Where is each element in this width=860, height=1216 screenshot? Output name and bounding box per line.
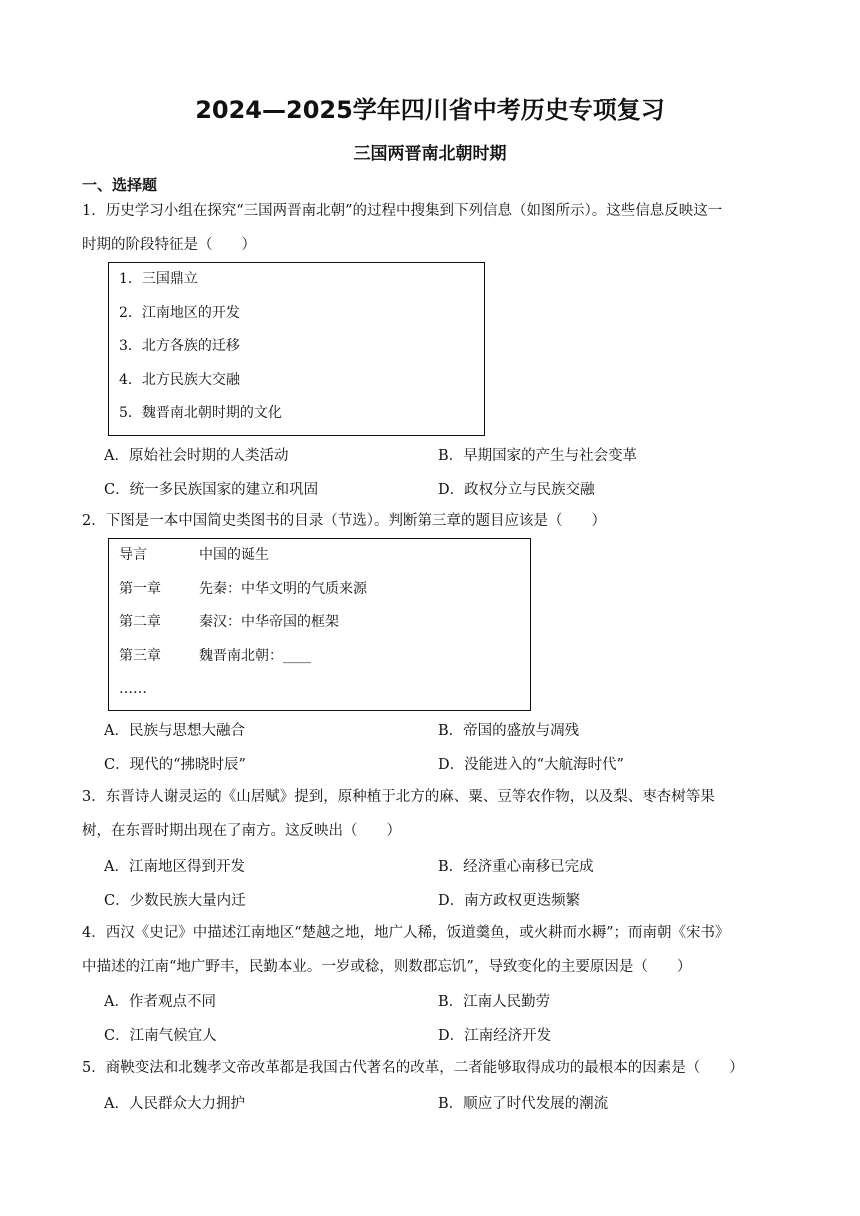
toc-row — [109, 640, 530, 674]
toc-chapter: 第一章 — [119, 580, 161, 597]
option-b[interactable]: B．经济重心南移已完成 — [438, 859, 594, 875]
option-c[interactable]: C．江南气候宜人 — [104, 1028, 217, 1044]
toc-title: 先秦：中华文明的气质来源 — [199, 580, 367, 597]
option-a[interactable]: A．江南地区得到开发 — [104, 859, 245, 875]
section-heading: 一、选择题 — [82, 176, 158, 194]
question-4-line-1: 4．西汉《史记》中描述江南地区“楚越之地，地广人稀，饭道羹鱼，或火耕而水耨”；而南朝《宋书》 — [82, 925, 730, 941]
option-b[interactable]: B．帝国的盛放与凋残 — [438, 723, 580, 739]
question-5-stem — [82, 1051, 782, 1085]
toc-row — [109, 606, 530, 640]
page-title: 2024—2025学年四川省中考历史专项复习 — [195, 96, 665, 124]
toc-chapter: 导言 — [119, 547, 147, 563]
info-item: 2．江南地区的开发 — [119, 304, 240, 321]
toc-title: 中国的诞生 — [199, 547, 269, 563]
question-2-toc-box — [108, 538, 531, 711]
toc-chapter: 第三章 — [119, 647, 161, 664]
option-d[interactable]: D．南方政权更迭频繁 — [438, 893, 581, 909]
option-b[interactable]: B．早期国家的产生与社会变革 — [438, 448, 638, 464]
toc-chapter: …… — [119, 681, 147, 698]
info-item: 4．北方民族大交融 — [119, 371, 240, 388]
option-a[interactable]: A．人民群众大力拥护 — [104, 1096, 245, 1112]
option-d[interactable]: D．江南经济开发 — [438, 1028, 552, 1044]
question-1-stem — [82, 194, 782, 262]
toc-row — [109, 539, 530, 573]
question-1-line-2: 时期的阶段特征是（ ） — [82, 237, 256, 253]
option-b[interactable]: B．江南人民勤劳 — [438, 994, 551, 1010]
toc-row — [109, 673, 530, 707]
info-item: 5．魏晋南北朝时期的文化 — [119, 405, 282, 422]
option-a[interactable]: A．民族与思想大融合 — [104, 723, 245, 739]
toc-chapter: 第二章 — [119, 614, 161, 631]
toc-title: 魏晋南北朝：____ — [199, 647, 311, 664]
question-2-stem — [82, 504, 782, 538]
option-a[interactable]: A．作者观点不同 — [104, 994, 216, 1010]
option-c[interactable]: C．少数民族大量内迁 — [104, 893, 246, 909]
info-item: 1．三国鼎立 — [119, 271, 198, 287]
toc-row — [109, 573, 530, 607]
question-4-stem — [82, 916, 782, 984]
question-5-line-1: 5．商鞅变法和北魏孝文帝改革都是我国古代著名的改革，二者能够取得成功的最根本的因素是（ ） — [82, 1060, 744, 1076]
question-3-stem — [82, 780, 782, 848]
question-1-line-1: 1．历史学习小组在探究“三国两晋南北朝”的过程中搜集到下列信息（如图所示）。这些信息反映这一 — [82, 203, 723, 219]
question-1-info-box — [108, 262, 485, 436]
page-subtitle: 三国两晋南北朝时期 — [353, 144, 507, 164]
option-c[interactable]: C．现代的“拂晓时辰” — [104, 757, 246, 773]
question-3-line-2: 树，在东晋时期出现在了南方。这反映出（ ） — [82, 823, 401, 839]
question-3-line-1: 3．东晋诗人谢灵运的《山居赋》提到，原种植于北方的麻、粟、豆等农作物，以及梨、枣杏树等果 — [82, 789, 715, 805]
question-4-line-2: 中描述的江南“地广野丰，民勤本业。一岁或稔，则数郡忘饥”，导致变化的主要原因是（ ） — [82, 959, 692, 975]
option-c[interactable]: C．统一多民族国家的建立和巩固 — [104, 482, 319, 498]
option-b[interactable]: B．顺应了时代发展的潮流 — [438, 1096, 609, 1112]
toc-title: 秦汉：中华帝国的框架 — [199, 614, 339, 631]
question-2-line-1: 2．下图是一本中国简史类图书的目录（节选）。判断第三章的题目应该是（ ） — [82, 513, 606, 529]
info-item: 3．北方各族的迁移 — [119, 338, 240, 355]
option-d[interactable]: D．政权分立与民族交融 — [438, 482, 595, 498]
option-d[interactable]: D．没能进入的“大航海时代” — [438, 757, 624, 773]
option-a[interactable]: A．原始社会时期的人类活动 — [104, 448, 289, 464]
